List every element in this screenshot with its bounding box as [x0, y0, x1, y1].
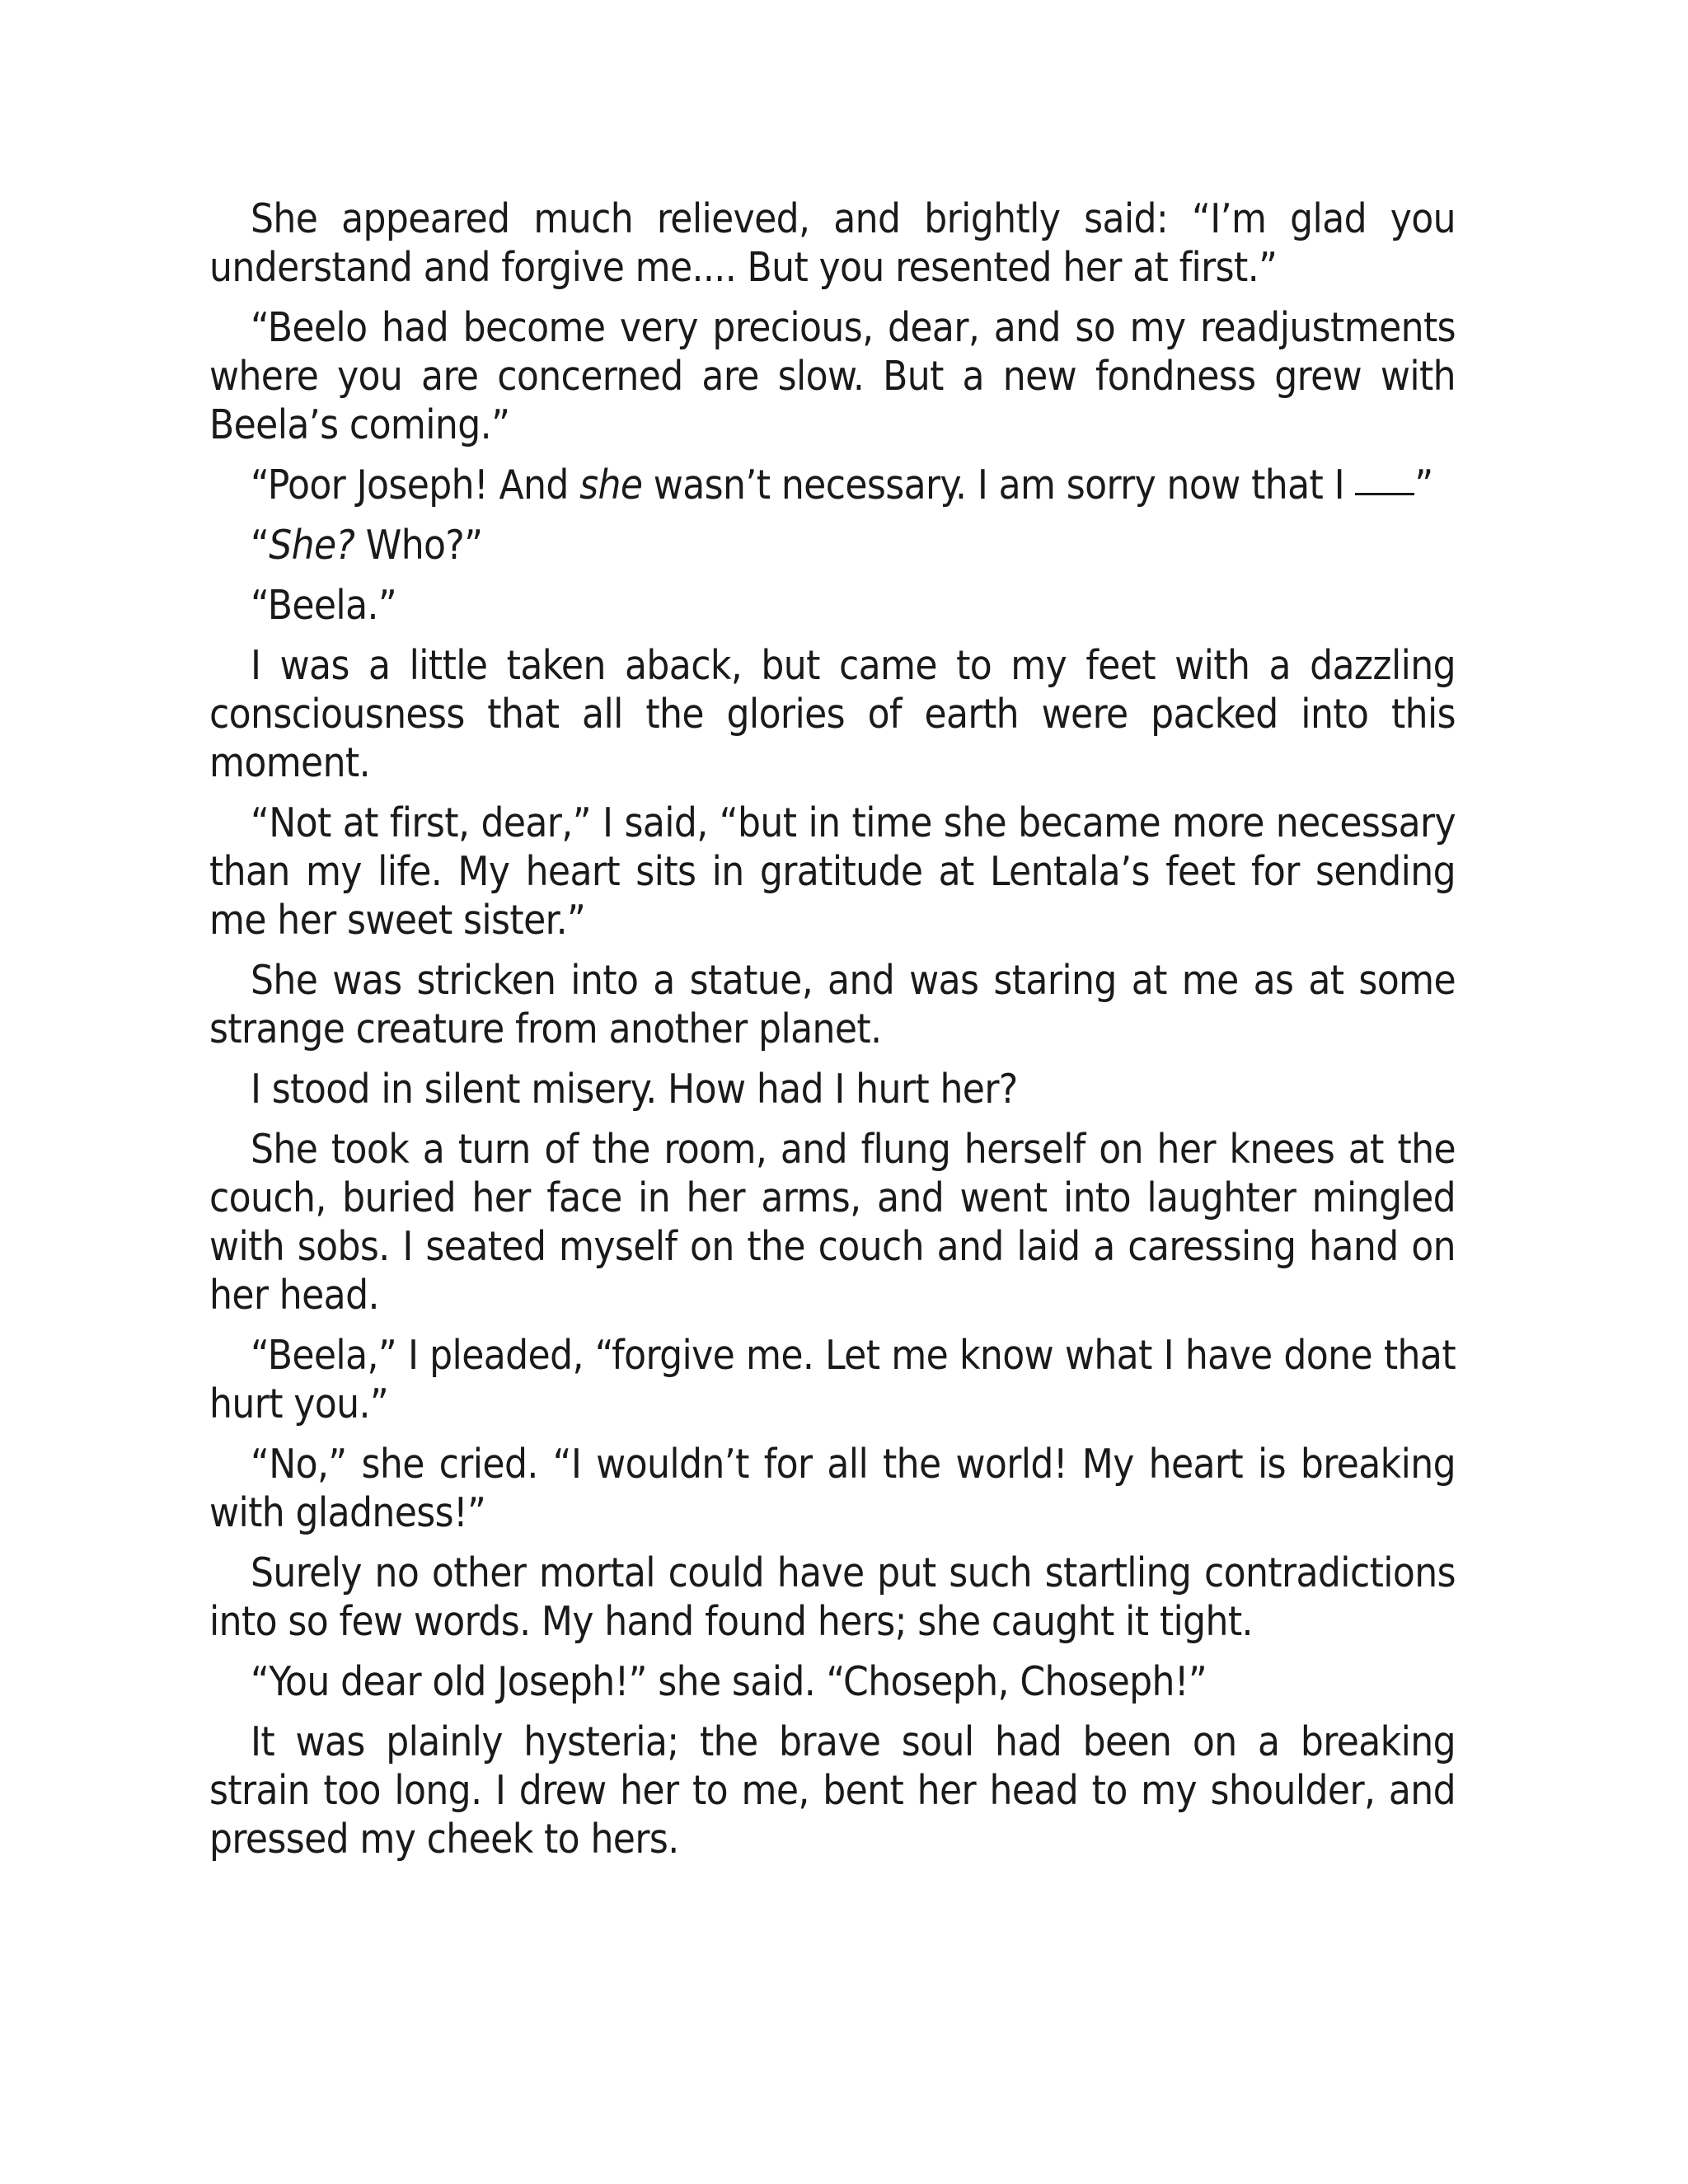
paragraph [209, 1125, 1456, 1319]
text-run: “ [251, 522, 270, 569]
paragraph [209, 1657, 1456, 1706]
paragraph [209, 461, 1456, 509]
paragraph [209, 641, 1456, 787]
paragraph [209, 194, 1456, 292]
text-run: “Beela.” [251, 582, 397, 629]
text-run: She appeared much relieved, and brightly said: “I’m glad you understand and forgive me.... But you resented her at first.” [209, 195, 1456, 291]
paragraph [209, 1331, 1456, 1428]
text-run: “Poor Joseph! And [251, 462, 580, 509]
italic-text-run: She? [269, 522, 355, 569]
text-run: “Beelo had become very precious, dear, and so my readjustments where you are concerned are slow. But a new fondness grew with Beela’s coming.” [209, 304, 1456, 448]
paragraph [209, 1549, 1456, 1646]
text-run: Who?” [354, 522, 483, 569]
em-dash-rule [1355, 493, 1414, 495]
text-run: wasn’t necessary. I am sorry now that I [642, 462, 1356, 509]
text-run: “No,” she cried. “I wouldn’t for all the world! My heart is breaking with gladness!” [209, 1441, 1456, 1536]
text-run: “Beela,” I pleaded, “forgive me. Let me know what I have done that hurt you.” [209, 1332, 1456, 1427]
italic-text-run: she [579, 462, 643, 509]
text-run: “Not at first, dear,” I said, “but in time she became more necessary than my life. My heart sits in gratitude at Lentala’s feet for sending me her sweet sister.” [209, 799, 1456, 944]
text-run: Surely no other mortal could have put such startling contradictions into so few words. My hand found hers; she caught it tight. [209, 1549, 1456, 1645]
text-run: She took a turn of the room, and flung herself on her knees at the couch, buried her face in her arms, and went into laughter mingled with sobs. I seated myself on the couch and laid a caressing hand on her head. [209, 1126, 1456, 1319]
paragraph [209, 1440, 1456, 1537]
text-run: It was plainly hysteria; the brave soul had been on a breaking strain too long. I drew her to me, bent her head to my shoulder, and pressed my cheek to hers. [209, 1718, 1456, 1863]
text-run: I stood in silent misery. How had I hurt her? [251, 1066, 1018, 1113]
text-run: ” [1414, 462, 1433, 509]
text-run: “You dear old Joseph!” she said. “Choseph, Choseph!” [251, 1658, 1207, 1705]
text-run: She was stricken into a statue, and was staring at me as at some strange creature from another planet. [209, 957, 1456, 1052]
page-body [209, 194, 1456, 1875]
paragraph [209, 303, 1456, 449]
paragraph [209, 799, 1456, 944]
paragraph [209, 521, 1456, 569]
paragraph [209, 581, 1456, 630]
paragraph [209, 1065, 1456, 1113]
paragraph [209, 1718, 1456, 1863]
text-run: I was a little taken aback, but came to my feet with a dazzling consciousness that all the glories of earth were packed into this moment. [209, 642, 1456, 786]
paragraph [209, 956, 1456, 1053]
